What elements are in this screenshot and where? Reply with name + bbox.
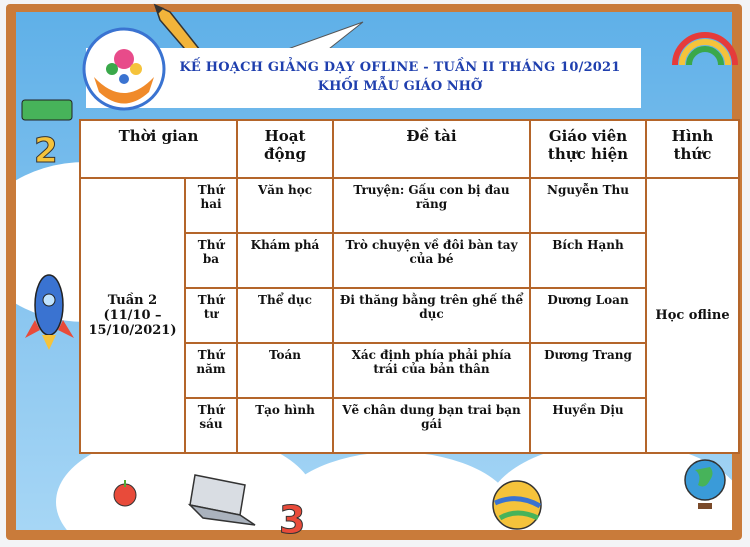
svg-text:2: 2 [34, 131, 58, 170]
globe-icon [680, 455, 730, 515]
activity-cell: Khám phá [237, 233, 333, 288]
day-cell: Thứ năm [185, 343, 237, 398]
svg-text:3: 3 [279, 498, 306, 540]
rocket-icon [22, 270, 77, 350]
number-three-icon [275, 495, 315, 540]
format-cell: Học ofline [646, 178, 739, 453]
table-row [80, 178, 739, 233]
teacher-cell: Dương Trang [530, 343, 646, 398]
book-icon [20, 95, 75, 125]
table-header-row [80, 120, 739, 178]
teacher-cell: Nguyễn Thu [530, 178, 646, 233]
activity-cell: Toán [237, 343, 333, 398]
topic-cell: Đi thăng bằng trên ghế thể dục [333, 288, 530, 343]
topic-cell: Xác định phía phải phía trái của bản thân [333, 343, 530, 398]
header-time: Thời gian [80, 120, 237, 178]
header-format: Hình thức [646, 120, 739, 178]
activity-cell: Thể dục [237, 288, 333, 343]
number-two-icon [30, 130, 65, 170]
apple-icon [110, 478, 140, 508]
teacher-cell: Dương Loan [530, 288, 646, 343]
day-cell: Thứ ba [185, 233, 237, 288]
day-cell: Thứ sáu [185, 398, 237, 453]
laptop-icon [185, 470, 260, 530]
page-title: KẾ HOẠCH GIẢNG DẠY OFLINE - TUẦN II THÁNG 10/2021 [179, 60, 621, 75]
topic-cell: Trò chuyện về đôi bàn tay của bé [333, 233, 530, 288]
week-cell: Tuần 2 (11/10 – 15/10/2021) [80, 178, 185, 453]
day-cell: Thứ hai [185, 178, 237, 233]
title-panel [86, 48, 641, 108]
day-cell: Thứ tư [185, 288, 237, 343]
header-activity: Hoạt động [237, 120, 333, 178]
page-subtitle: KHỐI MẪU GIÁO NHỠ [317, 79, 483, 94]
teacher-cell: Bích Hạnh [530, 233, 646, 288]
topic-cell: Vẽ chân dung bạn trai bạn gái [333, 398, 530, 453]
activity-cell: Văn học [237, 178, 333, 233]
ball-icon [490, 478, 545, 533]
header-teacher: Giáo viên thực hiện [530, 120, 646, 178]
rainbow-icon [670, 20, 740, 65]
topic-cell: Truyện: Gấu con bị đau răng [333, 178, 530, 233]
schedule-table [79, 119, 740, 454]
header-topic: Đề tài [333, 120, 530, 178]
teacher-cell: Huyền Dịu [530, 398, 646, 453]
activity-cell: Tạo hình [237, 398, 333, 453]
